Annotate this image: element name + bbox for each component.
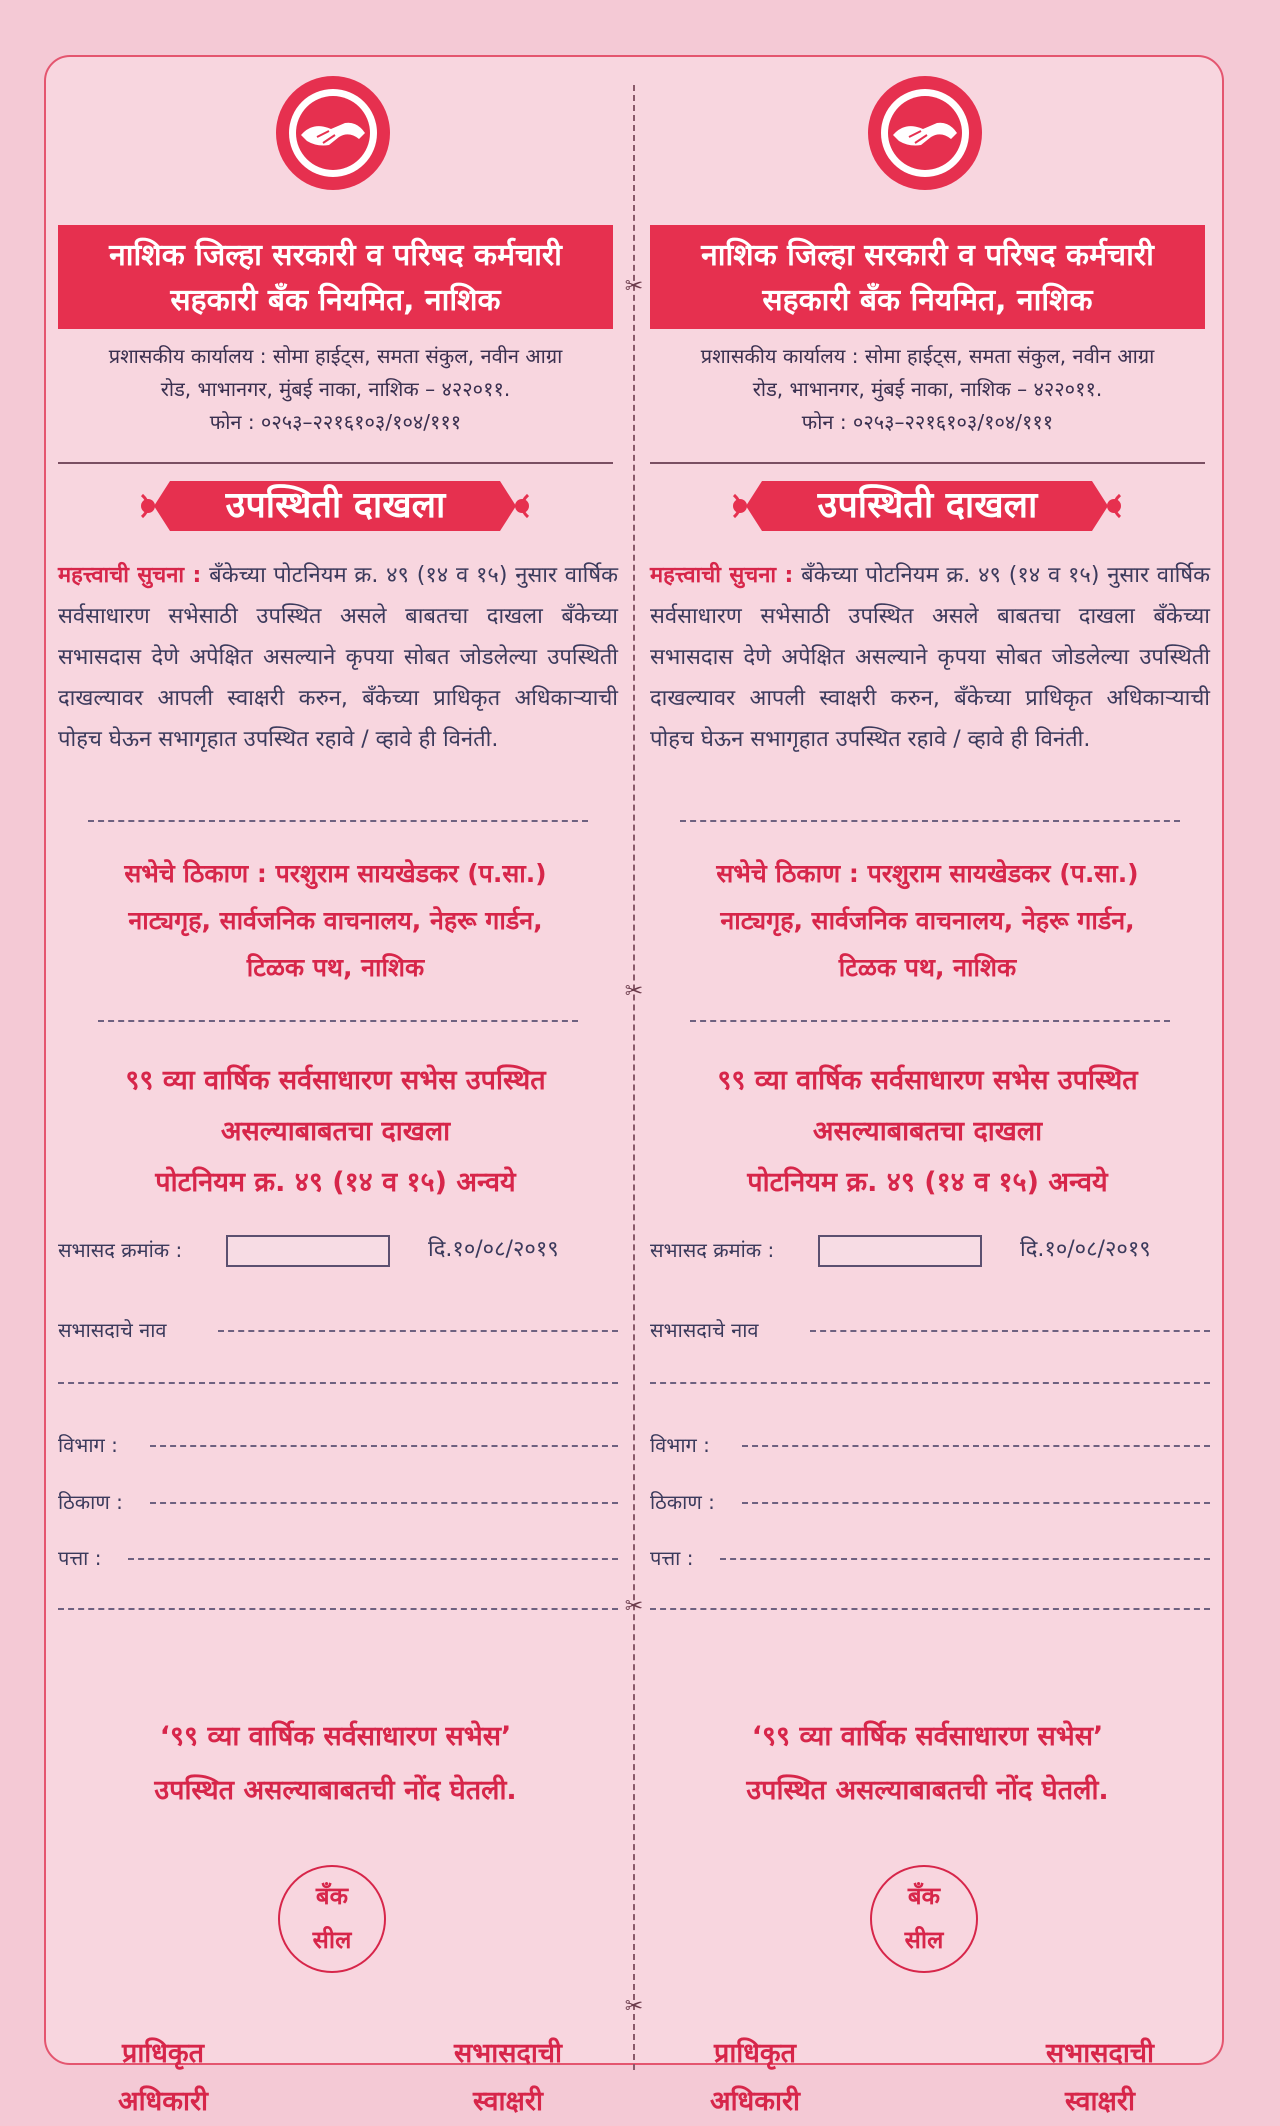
venue-line2: नाट्यगृह, सार्वजनिक वाचनालय, नेहरू गार्डन,	[720, 906, 1135, 935]
address-field-continued[interactable]	[58, 1608, 618, 1610]
form-title: उपस्थिती दाखला	[225, 485, 446, 526]
attendance-recorded-note	[58, 1710, 613, 1818]
address-line1: प्रशासकीय कार्यालय : सोमा हाईट्स, समता संकुल, नवीन आग्रा	[108, 344, 563, 368]
bank-name-line1: नाशिक जिल्हा सरकारी व परिषद कर्मचारी	[701, 238, 1154, 273]
member-number-row	[650, 1235, 1210, 1265]
seal-bottom-text: सील	[904, 1926, 944, 1954]
recorded-line2: उपस्थित असल्याबाबतची नोंद घेतली.	[746, 1775, 1109, 1806]
member-sign-line2: स्वाक्षरी	[1065, 2086, 1135, 2117]
bank-name-line2: सहकारी बँक नियमित, नाशिक	[762, 283, 1093, 318]
department-label: विभाग :	[58, 1433, 118, 1457]
member-name-field-continued[interactable]	[58, 1382, 618, 1384]
officer-line2: अधिकारी	[118, 2086, 208, 2117]
member-number-row	[58, 1235, 618, 1265]
place-label: ठिकाण :	[58, 1490, 123, 1514]
member-number-field[interactable]	[226, 1235, 390, 1267]
officer-line2: अधिकारी	[710, 2086, 800, 2117]
address-label: पत्ता :	[58, 1546, 102, 1570]
member-no-label: सभासद क्रमांक :	[650, 1238, 775, 1262]
member-sign-line1: सभासदाची	[1046, 2038, 1154, 2069]
agm-certificate-heading	[650, 1055, 1205, 1208]
section-divider	[58, 462, 613, 464]
department-row	[650, 1430, 1210, 1460]
address-line3: फोन : ०२५३–२२१६१०३/१०४/१११	[209, 410, 462, 434]
scissors-icon: ✂	[624, 1594, 644, 1619]
attendance-coupon-right	[650, 55, 1210, 2117]
agm-line1: ९९ व्या वार्षिक सर्वसाधारण सभेस उपस्थित	[717, 1065, 1138, 1096]
recorded-line1: ‘९९ व्या वार्षिक सर्वसाधारण सभेस’	[159, 1721, 512, 1752]
member-name-field-continued[interactable]	[650, 1382, 1210, 1384]
dashed-separator	[680, 820, 1180, 822]
address-row	[650, 1543, 1210, 1573]
notice-label: महत्त्वाची सुचना :	[58, 563, 202, 588]
address-row	[58, 1543, 618, 1573]
scissors-icon: ✂	[624, 1994, 644, 2019]
recorded-line2: उपस्थित असल्याबाबतची नोंद घेतली.	[154, 1775, 517, 1806]
member-signature	[413, 2030, 603, 2126]
member-number-field[interactable]	[818, 1235, 982, 1267]
attendance-coupon-left	[58, 55, 618, 2117]
member-name-label: सभासदाचे नाव	[58, 1318, 167, 1342]
bank-name-line1: नाशिक जिल्हा सरकारी व परिषद कर्मचारी	[109, 238, 562, 273]
venue-line3: टिळक पथ, नाशिक	[838, 953, 1017, 982]
handshake-seal-icon	[273, 73, 393, 193]
venue-line3: टिळक पथ, नाशिक	[246, 953, 425, 982]
address-field[interactable]	[720, 1558, 1210, 1560]
member-name-field[interactable]	[810, 1330, 1210, 1332]
bank-seal-circle	[278, 1865, 386, 1973]
venue-line1: सभेचे ठिकाण : परशुराम सायखेडकर (प.सा.)	[124, 859, 547, 888]
address-line3: फोन : ०२५३–२२१६१०३/१०४/१११	[801, 410, 1054, 434]
address-line2: रोड, भाभानगर, मुंबई नाका, नाशिक – ४२२०११.	[752, 377, 1103, 401]
form-title: उपस्थिती दाखला	[817, 485, 1038, 526]
recorded-line1: ‘९९ व्या वार्षिक सर्वसाधारण सभेस’	[751, 1721, 1104, 1752]
member-name-row	[58, 1315, 618, 1345]
address-field-continued[interactable]	[650, 1608, 1210, 1610]
bank-address	[58, 340, 613, 439]
bank-name-banner	[650, 225, 1205, 329]
address-line2: रोड, भाभानगर, मुंबई नाका, नाशिक – ४२२०११.	[160, 377, 511, 401]
authorized-officer-signature	[78, 2030, 248, 2126]
place-field[interactable]	[742, 1502, 1210, 1504]
department-field[interactable]	[150, 1445, 618, 1447]
agm-line3: पोटनियम क्र. ४९ (१४ व १५) अन्वये	[747, 1167, 1108, 1198]
seal-top-text: बँक	[315, 1882, 349, 1910]
form-date: दि.१०/०८/२०१९	[1020, 1237, 1151, 1262]
authorized-officer-signature	[670, 2030, 840, 2126]
member-signature	[1005, 2030, 1195, 2126]
agm-certificate-heading	[58, 1055, 613, 1208]
bank-seal-circle	[870, 1865, 978, 1973]
section-divider	[650, 462, 1205, 464]
form-date: दि.१०/०८/२०१९	[428, 1237, 559, 1262]
agm-line1: ९९ व्या वार्षिक सर्वसाधारण सभेस उपस्थित	[125, 1065, 546, 1096]
dashed-separator	[98, 1020, 578, 1022]
member-sign-line2: स्वाक्षरी	[473, 2086, 543, 2117]
important-notice	[650, 555, 1210, 760]
notice-text: बँकेच्या पोटनियम क्र. ४९ (१४ व १५) नुसार वार्षिक सर्वसाधारण सभेसाठी उपस्थित असले बाबतचा दाखला बँकेच्या सभासदास देणे अपेक्षित असल्याने कृपया सोबत जोडलेल्या उपस्थिती दाखल्यावर आपली स्वाक्षरी करुन, बँकेच्या प्राधिकृत अधिकाऱ्याची पोहच घेऊन सभागृहात उपस्थित रहावे / व्हावे ही विनंती.	[58, 563, 618, 752]
member-name-label: सभासदाचे नाव	[650, 1318, 759, 1342]
important-notice	[58, 555, 618, 760]
bank-address	[650, 340, 1205, 439]
bank-name-banner	[58, 225, 613, 329]
venue-line2: नाट्यगृह, सार्वजनिक वाचनालय, नेहरू गार्डन,	[128, 906, 543, 935]
place-label: ठिकाण :	[650, 1490, 715, 1514]
member-no-label: सभासद क्रमांक :	[58, 1238, 183, 1262]
place-row	[650, 1487, 1210, 1517]
scissors-icon: ✂	[624, 979, 644, 1004]
officer-line1: प्राधिकृत	[713, 2038, 797, 2069]
dashed-separator	[88, 820, 588, 822]
attendance-recorded-note	[650, 1710, 1205, 1818]
handshake-seal-icon	[865, 73, 985, 193]
venue-block	[650, 850, 1205, 991]
department-label: विभाग :	[650, 1433, 710, 1457]
member-name-row	[650, 1315, 1210, 1345]
agm-line2: असल्याबाबतचा दाखला	[812, 1116, 1043, 1147]
member-name-field[interactable]	[218, 1330, 618, 1332]
address-label: पत्ता :	[650, 1546, 694, 1570]
agm-line2: असल्याबाबतचा दाखला	[220, 1116, 451, 1147]
department-field[interactable]	[742, 1445, 1210, 1447]
seal-bottom-text: सील	[312, 1926, 352, 1954]
bank-name-line2: सहकारी बँक नियमित, नाशिक	[170, 283, 501, 318]
agm-line3: पोटनियम क्र. ४९ (१४ व १५) अन्वये	[155, 1167, 516, 1198]
cut-line	[633, 85, 635, 2070]
venue-line1: सभेचे ठिकाण : परशुराम सायखेडकर (प.सा.)	[716, 859, 1139, 888]
seal-top-text: बँक	[907, 1882, 941, 1910]
department-row	[58, 1430, 618, 1460]
officer-line1: प्राधिकृत	[121, 2038, 205, 2069]
scissors-icon: ✂	[624, 274, 644, 299]
venue-block	[58, 850, 613, 991]
dashed-separator	[690, 1020, 1170, 1022]
member-sign-line1: सभासदाची	[454, 2038, 562, 2069]
address-field[interactable]	[128, 1558, 618, 1560]
address-line1: प्रशासकीय कार्यालय : सोमा हाईट्स, समता संकुल, नवीन आग्रा	[700, 344, 1155, 368]
place-row	[58, 1487, 618, 1517]
notice-label: महत्त्वाची सुचना :	[650, 563, 794, 588]
place-field[interactable]	[150, 1502, 618, 1504]
notice-text: बँकेच्या पोटनियम क्र. ४९ (१४ व १५) नुसार वार्षिक सर्वसाधारण सभेसाठी उपस्थित असले बाबतचा दाखला बँकेच्या सभासदास देणे अपेक्षित असल्याने कृपया सोबत जोडलेल्या उपस्थिती दाखल्यावर आपली स्वाक्षरी करुन, बँकेच्या प्राधिकृत अधिकाऱ्याची पोहच घेऊन सभागृहात उपस्थित रहावे / व्हावे ही विनंती.	[650, 563, 1210, 752]
